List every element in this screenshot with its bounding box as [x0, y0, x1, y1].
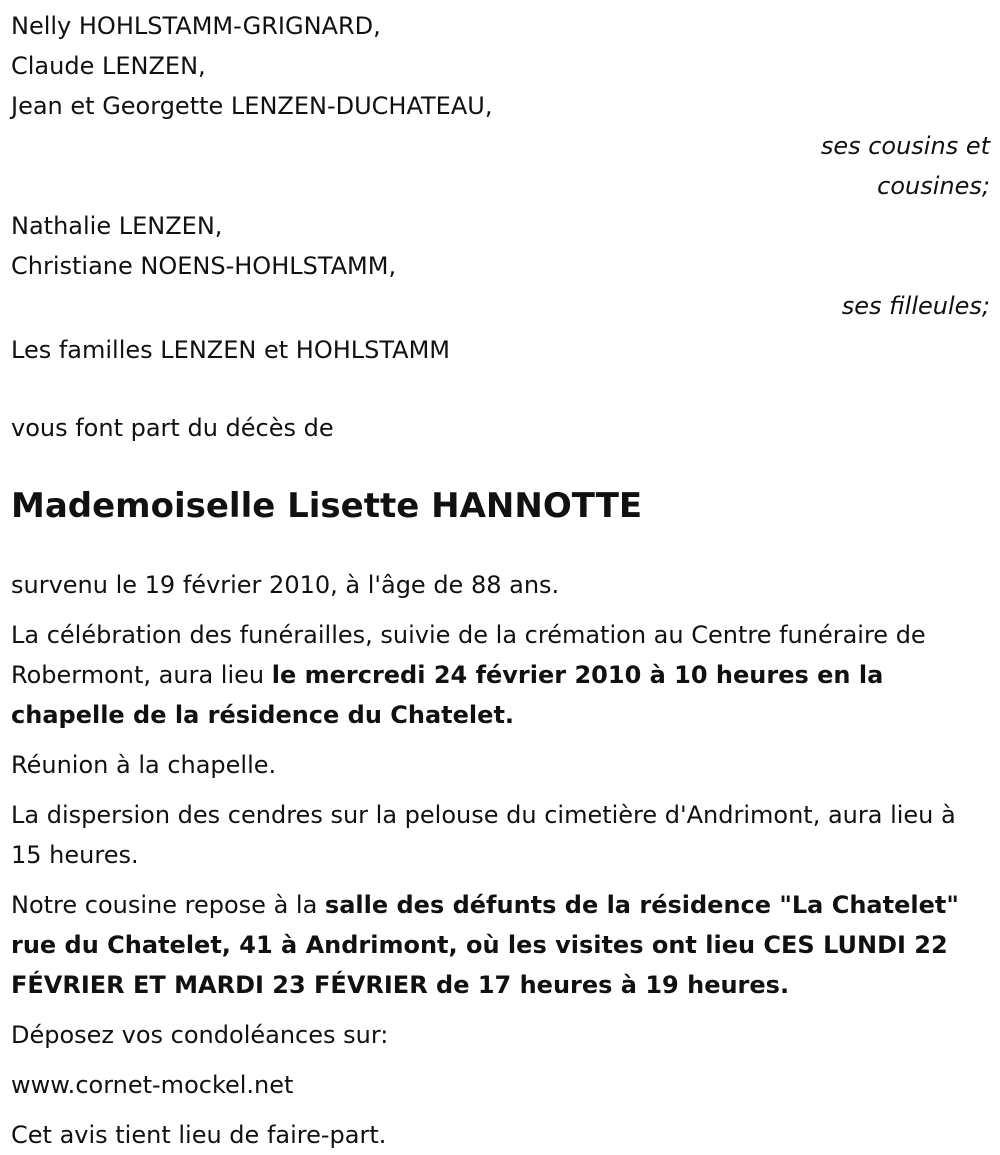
ceremony-text: La célébration des funérailles, suivie de la crémation au Centre funéraire de Robermont, aura lieu — [11, 621, 926, 689]
announcement-line: vous font part du décès de — [11, 414, 334, 442]
goddaughters-role: ses filleules; — [841, 292, 990, 320]
cousin-name: Jean et Georgette LENZEN-DUCHATEAU, — [11, 92, 493, 120]
meeting-line: Réunion à la chapelle. — [11, 751, 277, 779]
cousin-name: Claude LENZEN, — [11, 52, 206, 80]
ceremony-paragraph — [11, 615, 990, 735]
condolences-label: Déposez vos condoléances sur: — [11, 1021, 389, 1049]
repose-details: salle des défunts de la résidence "La Chatelet" rue du Chatelet, 41 à Andrimont, où les visites ont lieu CES LUNDI 22 FÉVRIER ET MARDI 23 FÉVRIER de 17 heures à 19 heures. — [11, 891, 959, 999]
ceremony-details: le mercredi 24 février 2010 à 10 heures en la chapelle de la résidence du Chatelet. — [11, 661, 884, 729]
goddaughter-name: Christiane NOENS-HOHLSTAMM, — [11, 252, 397, 280]
closing-line: Cet avis tient lieu de faire-part. — [11, 1121, 387, 1149]
cousin-name: Nelly HOHLSTAMM-GRIGNARD, — [11, 12, 381, 40]
ashes-paragraph: La dispersion des cendres sur la pelouse du cimetière d'Andrimont, aura lieu à 15 heures. — [11, 801, 956, 869]
cousins-role-line-1: ses cousins et — [820, 132, 990, 160]
cousins-block — [11, 6, 990, 206]
families-line: Les familles LENZEN et HOHLSTAMM — [11, 336, 450, 364]
repose-paragraph — [11, 885, 990, 1005]
goddaughters-block — [11, 206, 990, 326]
website-link[interactable]: www.cornet-mockel.net — [11, 1071, 294, 1099]
cousins-role-line-2: cousines; — [877, 172, 990, 200]
repose-text: Notre cousine repose à la — [11, 891, 325, 919]
death-details: survenu le 19 février 2010, à l'âge de 88 ans. — [11, 571, 560, 599]
goddaughter-name: Nathalie LENZEN, — [11, 212, 223, 240]
deceased-name: Mademoiselle Lisette HANNOTTE — [11, 486, 643, 526]
